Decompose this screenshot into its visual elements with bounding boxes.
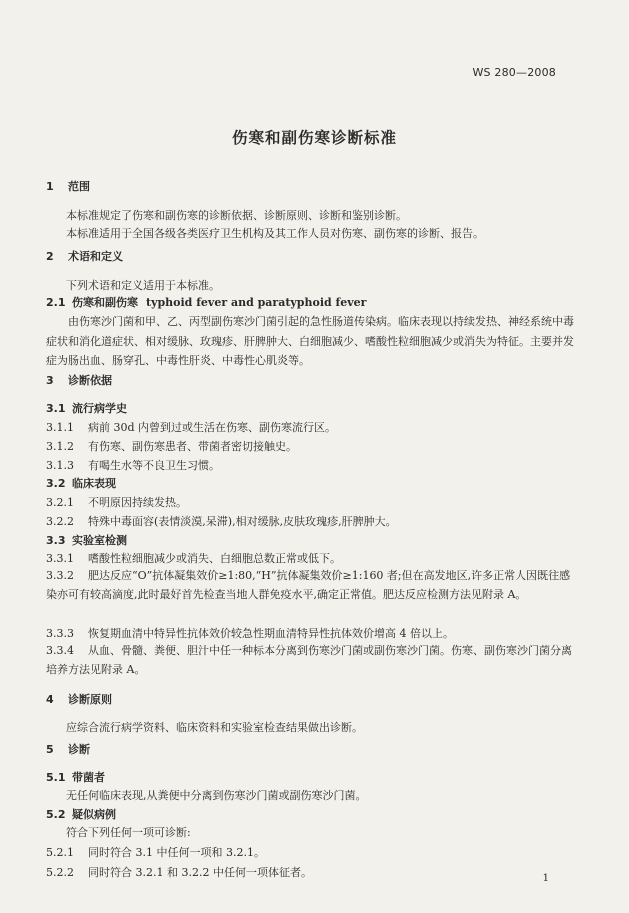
section-3-2-heading [46, 477, 116, 491]
section-number: 1 [46, 180, 54, 193]
section-title: 临床表现 [72, 477, 116, 490]
section-number: 2 [46, 250, 54, 263]
section-2-1-definition: 由伤寒沙门菌和甲、乙、丙型副伤寒沙门菌引起的急性肠道传染病。临床表现以持续发热、神经系统中毒症状和消化道症状、相对缓脉、玫瑰疹、肝脾肿大、白细胞减少、嗜酸性粒细胞减少或消失为特征。主要并发症为肠出血、肠穿孔、中毒性肝炎、中毒性心肌炎等。 [46, 315, 574, 367]
section-title: 流行病学史 [72, 402, 127, 415]
section-5-2-heading [46, 808, 116, 822]
clause-3-3-2: 3.3.2 肥达反应“O”抗体凝集效价≥1:80,“H”抗体凝集效价≥1:160 者;但在高发地区,许多正常人因既往感染亦可有较高滴度,此时最好首先检查当地人群免疫水平,确定正常值。肥达反应检测方法见附录 A。 [46, 569, 571, 601]
section-title: 疑似病例 [72, 808, 116, 821]
clause-5-2-1: 5.2.1 同时符合 3.1 中任何一项和 3.2.1。 [46, 846, 265, 859]
clause-3-1-2: 3.1.2 有伤寒、副伤寒患者、带菌者密切接触史。 [46, 440, 297, 453]
section-title: 实验室检测 [72, 534, 127, 547]
section-2-heading [46, 250, 123, 264]
section-2-paragraph-1: 下列术语和定义适用于本标准。 [66, 279, 220, 292]
section-title: 术语和定义 [68, 250, 123, 263]
section-2-1-heading [46, 296, 366, 310]
section-title: 诊断依据 [68, 374, 112, 387]
section-5-2-paragraph: 符合下列任何一项可诊断: [66, 826, 191, 839]
section-title: 诊断 [68, 743, 90, 756]
section-5-heading [46, 743, 90, 757]
section-number: 3.3 [46, 534, 66, 547]
clause-3-2-2: 3.2.2 特殊中毒面容(表情淡漠,呆滞),相对缓脉,皮肤玫瑰疹,肝脾肿大。 [46, 515, 397, 528]
section-1-paragraph-2: 本标准适用于全国各级各类医疗卫生机构及其工作人员对伤寒、副伤寒的诊断、报告。 [66, 227, 484, 240]
standard-code: WS 280—2008 [472, 66, 556, 79]
section-3-heading [46, 374, 112, 388]
clause-3-3-1: 3.3.1 嗜酸性粒细胞减少或消失、白细胞总数正常或低下。 [46, 552, 341, 565]
section-number: 3 [46, 374, 54, 387]
section-3-3-heading [46, 534, 127, 548]
section-4-heading [46, 693, 112, 707]
section-4-paragraph: 应综合流行病学资料、临床资料和实验室检查结果做出诊断。 [66, 721, 363, 734]
page-number: 1 [542, 873, 549, 884]
clause-3-1-1: 3.1.1 病前 30d 内曾到过或生活在伤寒、副伤寒流行区。 [46, 421, 337, 434]
section-title: 范围 [68, 180, 90, 193]
section-number: 5.1 [46, 771, 66, 784]
clause-3-3-3: 3.3.3 恢复期血清中特异性抗体效价较急性期血清特异性抗体效价增高 4 倍以上。 [46, 627, 454, 640]
section-3-1-heading [46, 402, 127, 416]
section-number: 4 [46, 693, 54, 706]
english-term: typhoid fever and paratyphoid fever [146, 296, 367, 309]
section-5-1-heading [46, 771, 105, 785]
clause-3-2-1: 3.2.1 不明原因持续发热。 [46, 496, 187, 509]
section-number: 5 [46, 743, 54, 756]
section-5-1-paragraph: 无任何临床表现,从粪便中分离到伤寒沙门菌或副伤寒沙门菌。 [66, 789, 367, 802]
clause-5-2-2: 5.2.2 同时符合 3.2.1 和 3.2.2 中任何一项体征者。 [46, 866, 312, 879]
section-title: 诊断原则 [68, 693, 112, 706]
document-title: 伤寒和副伤寒诊断标准 [231, 129, 397, 147]
clause-3-1-3: 3.1.3 有喝生水等不良卫生习惯。 [46, 459, 220, 472]
section-1-paragraph-1: 本标准规定了伤寒和副伤寒的诊断依据、诊断原则、诊断和鉴别诊断。 [66, 209, 407, 222]
section-1-heading [46, 180, 90, 194]
section-title: 伤寒和副伤寒 [72, 296, 138, 309]
section-number: 5.2 [46, 808, 66, 821]
section-number: 3.2 [46, 477, 66, 490]
section-title: 带菌者 [72, 771, 105, 784]
section-number: 2.1 [46, 296, 66, 309]
section-number: 3.1 [46, 402, 66, 415]
clause-3-3-4: 3.3.4 从血、骨髓、粪便、胆汁中任一种标本分离到伤寒沙门菌或副伤寒沙门菌。伤寒、副伤寒沙门菌分离培养方法见附录 A。 [46, 644, 572, 676]
